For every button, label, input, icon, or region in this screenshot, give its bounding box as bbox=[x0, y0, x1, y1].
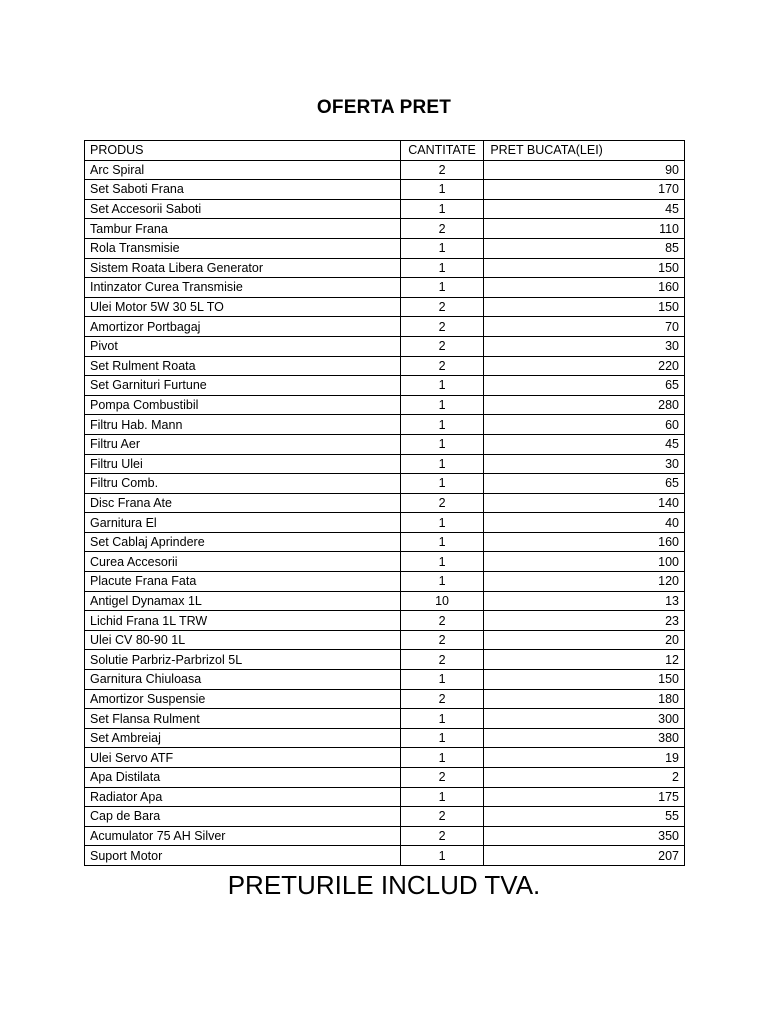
cell-unit-price: 45 bbox=[484, 199, 685, 219]
cell-unit-price: 45 bbox=[484, 434, 685, 454]
cell-product: Garnitura El bbox=[85, 513, 401, 533]
cell-product: Set Rulment Roata bbox=[85, 356, 401, 376]
cell-unit-price: 20 bbox=[484, 630, 685, 650]
cell-quantity: 2 bbox=[400, 611, 484, 631]
cell-product: Lichid Frana 1L TRW bbox=[85, 611, 401, 631]
cell-quantity: 2 bbox=[400, 356, 484, 376]
cell-quantity: 1 bbox=[400, 454, 484, 474]
cell-quantity: 1 bbox=[400, 572, 484, 592]
cell-quantity: 1 bbox=[400, 670, 484, 690]
table-row bbox=[85, 572, 685, 592]
cell-product: Set Ambreiaj bbox=[85, 728, 401, 748]
table-row bbox=[85, 650, 685, 670]
cell-quantity: 2 bbox=[400, 826, 484, 846]
cell-product: Ulei Servo ATF bbox=[85, 748, 401, 768]
cell-unit-price: 55 bbox=[484, 807, 685, 827]
cell-product: Cap de Bara bbox=[85, 807, 401, 827]
cell-quantity: 2 bbox=[400, 160, 484, 180]
cell-unit-price: 70 bbox=[484, 317, 685, 337]
cell-product: Set Saboti Frana bbox=[85, 180, 401, 200]
table-row bbox=[85, 670, 685, 690]
table-row bbox=[85, 826, 685, 846]
cell-quantity: 1 bbox=[400, 415, 484, 435]
cell-unit-price: 85 bbox=[484, 238, 685, 258]
cell-product: Disc Frana Ate bbox=[85, 493, 401, 513]
table-row bbox=[85, 219, 685, 239]
table-row bbox=[85, 728, 685, 748]
cell-product: Intinzator Curea Transmisie bbox=[85, 278, 401, 298]
cell-product: Set Garnituri Furtune bbox=[85, 376, 401, 396]
cell-product: Set Cablaj Aprindere bbox=[85, 532, 401, 552]
table-row bbox=[85, 709, 685, 729]
table-row bbox=[85, 376, 685, 396]
table-row bbox=[85, 395, 685, 415]
cell-unit-price: 19 bbox=[484, 748, 685, 768]
cell-unit-price: 150 bbox=[484, 670, 685, 690]
cell-quantity: 1 bbox=[400, 199, 484, 219]
cell-product: Antigel Dynamax 1L bbox=[85, 591, 401, 611]
table-row bbox=[85, 180, 685, 200]
cell-quantity: 1 bbox=[400, 513, 484, 533]
cell-unit-price: 65 bbox=[484, 474, 685, 494]
table-row bbox=[85, 846, 685, 866]
cell-quantity: 1 bbox=[400, 180, 484, 200]
cell-product: Filtru Aer bbox=[85, 434, 401, 454]
cell-product: Ulei Motor 5W 30 5L TO bbox=[85, 297, 401, 317]
cell-product: Pompa Combustibil bbox=[85, 395, 401, 415]
table-row bbox=[85, 238, 685, 258]
table-row bbox=[85, 807, 685, 827]
cell-product: Set Flansa Rulment bbox=[85, 709, 401, 729]
cell-product: Rola Transmisie bbox=[85, 238, 401, 258]
table-row bbox=[85, 278, 685, 298]
cell-product: Ulei CV 80-90 1L bbox=[85, 630, 401, 650]
cell-unit-price: 180 bbox=[484, 689, 685, 709]
cell-quantity: 1 bbox=[400, 552, 484, 572]
cell-product: Filtru Comb. bbox=[85, 474, 401, 494]
cell-quantity: 1 bbox=[400, 748, 484, 768]
table-row bbox=[85, 689, 685, 709]
cell-unit-price: 150 bbox=[484, 258, 685, 278]
cell-quantity: 2 bbox=[400, 317, 484, 337]
cell-unit-price: 60 bbox=[484, 415, 685, 435]
price-table bbox=[84, 140, 685, 866]
cell-product: Radiator Apa bbox=[85, 787, 401, 807]
table-row bbox=[85, 513, 685, 533]
table-body bbox=[85, 160, 685, 865]
page-title: OFERTA PRET bbox=[316, 97, 452, 118]
header-quantity: CANTITATE bbox=[400, 141, 484, 161]
cell-unit-price: 12 bbox=[484, 650, 685, 670]
cell-unit-price: 140 bbox=[484, 493, 685, 513]
table-row bbox=[85, 493, 685, 513]
cell-unit-price: 175 bbox=[484, 787, 685, 807]
cell-unit-price: 280 bbox=[484, 395, 685, 415]
table-row bbox=[85, 611, 685, 631]
cell-unit-price: 350 bbox=[484, 826, 685, 846]
cell-quantity: 1 bbox=[400, 238, 484, 258]
cell-quantity: 1 bbox=[400, 474, 484, 494]
cell-quantity: 10 bbox=[400, 591, 484, 611]
table-header-row bbox=[85, 141, 685, 161]
cell-product: Suport Motor bbox=[85, 846, 401, 866]
table-row bbox=[85, 787, 685, 807]
table-row bbox=[85, 552, 685, 572]
cell-quantity: 2 bbox=[400, 650, 484, 670]
table-row bbox=[85, 474, 685, 494]
cell-product: Tambur Frana bbox=[85, 219, 401, 239]
cell-unit-price: 160 bbox=[484, 532, 685, 552]
cell-unit-price: 150 bbox=[484, 297, 685, 317]
cell-quantity: 1 bbox=[400, 395, 484, 415]
cell-quantity: 1 bbox=[400, 434, 484, 454]
table-row bbox=[85, 748, 685, 768]
cell-product: Pivot bbox=[85, 336, 401, 356]
cell-product: Garnitura Chiuloasa bbox=[85, 670, 401, 690]
cell-product: Filtru Ulei bbox=[85, 454, 401, 474]
cell-quantity: 2 bbox=[400, 297, 484, 317]
cell-unit-price: 40 bbox=[484, 513, 685, 533]
cell-quantity: 1 bbox=[400, 709, 484, 729]
table-row bbox=[85, 199, 685, 219]
cell-quantity: 1 bbox=[400, 532, 484, 552]
cell-product: Set Accesorii Saboti bbox=[85, 199, 401, 219]
cell-quantity: 2 bbox=[400, 630, 484, 650]
header-product: PRODUS bbox=[85, 141, 401, 161]
cell-product: Acumulator 75 AH Silver bbox=[85, 826, 401, 846]
cell-product: Solutie Parbriz-Parbrizol 5L bbox=[85, 650, 401, 670]
cell-product: Sistem Roata Libera Generator bbox=[85, 258, 401, 278]
header-unit-price: PRET BUCATA(LEI) bbox=[484, 141, 685, 161]
cell-unit-price: 110 bbox=[484, 219, 685, 239]
table-row bbox=[85, 630, 685, 650]
cell-unit-price: 207 bbox=[484, 846, 685, 866]
cell-quantity: 2 bbox=[400, 768, 484, 788]
table-row bbox=[85, 768, 685, 788]
cell-unit-price: 170 bbox=[484, 180, 685, 200]
cell-quantity: 1 bbox=[400, 846, 484, 866]
cell-unit-price: 120 bbox=[484, 572, 685, 592]
cell-quantity: 1 bbox=[400, 376, 484, 396]
cell-quantity: 2 bbox=[400, 219, 484, 239]
cell-unit-price: 65 bbox=[484, 376, 685, 396]
table-row bbox=[85, 317, 685, 337]
cell-quantity: 1 bbox=[400, 787, 484, 807]
cell-quantity: 1 bbox=[400, 258, 484, 278]
cell-quantity: 2 bbox=[400, 336, 484, 356]
table-row bbox=[85, 258, 685, 278]
table-row bbox=[85, 415, 685, 435]
table-row bbox=[85, 454, 685, 474]
cell-product: Apa Distilata bbox=[85, 768, 401, 788]
cell-product: Arc Spiral bbox=[85, 160, 401, 180]
cell-unit-price: 13 bbox=[484, 591, 685, 611]
cell-quantity: 2 bbox=[400, 689, 484, 709]
cell-product: Placute Frana Fata bbox=[85, 572, 401, 592]
cell-unit-price: 160 bbox=[484, 278, 685, 298]
table-row bbox=[85, 297, 685, 317]
table-row bbox=[85, 532, 685, 552]
table-row bbox=[85, 434, 685, 454]
cell-product: Amortizor Portbagaj bbox=[85, 317, 401, 337]
cell-quantity: 2 bbox=[400, 807, 484, 827]
cell-quantity: 2 bbox=[400, 493, 484, 513]
cell-unit-price: 23 bbox=[484, 611, 685, 631]
cell-unit-price: 30 bbox=[484, 454, 685, 474]
cell-unit-price: 2 bbox=[484, 768, 685, 788]
cell-product: Amortizor Suspensie bbox=[85, 689, 401, 709]
cell-product: Filtru Hab. Mann bbox=[85, 415, 401, 435]
footer-note: PRETURILE INCLUD TVA. bbox=[227, 870, 541, 900]
cell-unit-price: 380 bbox=[484, 728, 685, 748]
cell-quantity: 1 bbox=[400, 278, 484, 298]
cell-unit-price: 220 bbox=[484, 356, 685, 376]
table-row bbox=[85, 591, 685, 611]
cell-unit-price: 100 bbox=[484, 552, 685, 572]
cell-unit-price: 300 bbox=[484, 709, 685, 729]
cell-unit-price: 30 bbox=[484, 336, 685, 356]
cell-product: Curea Accesorii bbox=[85, 552, 401, 572]
table-row bbox=[85, 160, 685, 180]
cell-quantity: 1 bbox=[400, 728, 484, 748]
table-row bbox=[85, 356, 685, 376]
cell-unit-price: 90 bbox=[484, 160, 685, 180]
table-row bbox=[85, 336, 685, 356]
